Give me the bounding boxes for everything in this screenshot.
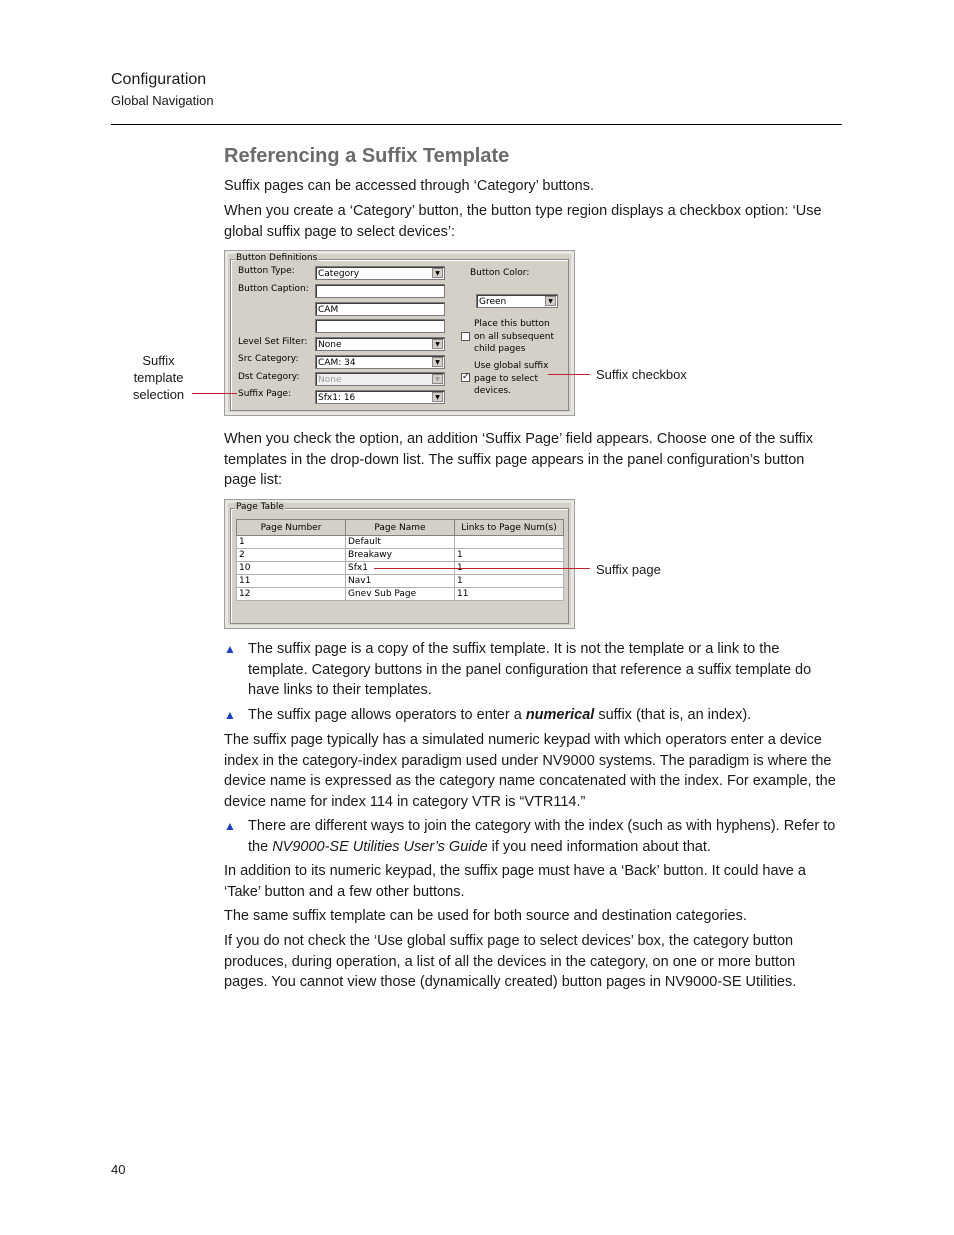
group-title: Page Table — [236, 502, 284, 512]
header-divider — [111, 124, 842, 125]
use-global-suffix-checkbox[interactable]: ✓ — [462, 372, 470, 382]
table-row[interactable] — [237, 549, 564, 562]
chevron-down-icon[interactable]: ▼ — [432, 268, 443, 278]
table-cell: 2 — [237, 549, 346, 562]
src-category-value: CAM: 34 — [318, 358, 356, 368]
table-cell: Gnev Sub Page — [346, 588, 455, 601]
triangle-bullet-icon: ▲ — [224, 708, 236, 722]
table-cell: 1 — [455, 575, 564, 588]
page-table-screenshot — [224, 499, 575, 629]
button-type-value: Category — [318, 269, 360, 279]
table-cell: Sfx1 — [346, 562, 455, 575]
bullet-text-post: suffix (that is, an index). — [594, 707, 752, 723]
table-cell: Nav1 — [346, 575, 455, 588]
bullet-text-post: if you need information about that. — [487, 838, 711, 855]
callout-suffix-checkbox: Suffix checkbox — [596, 367, 687, 382]
button-type-select[interactable] — [315, 266, 445, 280]
bullet-emphasis: numerical — [525, 707, 595, 723]
chevron-down-icon[interactable]: ▼ — [432, 392, 443, 402]
dst-category-label: Dst Category: — [238, 372, 300, 382]
use-global-suffix-label: Use global suffix page to select devices. — [474, 361, 549, 396]
bullet-text: The suffix page is a copy of the suffix template. It is not the template or a link to the template. Category buttons in the panel configuration that reference a suffix template do have links to their templates. — [248, 641, 812, 698]
table-cell: 11 — [455, 588, 564, 601]
suffix-page-select[interactable] — [315, 390, 445, 404]
table-row[interactable] — [237, 588, 564, 601]
group-title: Button Definitions — [236, 253, 318, 263]
table-cell: 12 — [237, 588, 346, 601]
place-button-label: Place this button on all subsequent child pages — [474, 319, 554, 354]
table-cell: Default — [346, 536, 455, 549]
button-type-label: Button Type: — [238, 266, 295, 276]
paragraph-5: In addition to its numeric keypad, the suffix page must have a ‘Back’ button. It could have a ‘Take’ button and a few other buttons. — [224, 863, 806, 900]
dst-category-value: None — [318, 375, 342, 385]
chevron-down-icon[interactable]: ▼ — [432, 357, 443, 367]
table-cell: Breakawy — [346, 549, 455, 562]
table-cell: 10 — [237, 562, 346, 575]
level-set-filter-select[interactable] — [315, 337, 445, 351]
caption-line-1-input[interactable] — [315, 284, 445, 298]
paragraph-7: If you do not check the ‘Use global suffix page to select devices’ box, the category button produces, during operation, a list of all the devices in the category, on one or more button pages. You cannot view those (dynamically created) button pages in NV9000-SE Utilities. — [224, 933, 797, 990]
src-category-label: Src Category: — [238, 354, 299, 364]
paragraph-3: When you check the option, an addition ‘Suffix Page’ field appears. Choose one of the suffix templates in the drop-down list. The suffix page appears in the panel configuration’s button page list: — [224, 431, 813, 488]
src-category-select[interactable] — [315, 355, 445, 369]
column-header-page-name[interactable]: Page Name — [346, 520, 455, 536]
table-row[interactable] — [237, 536, 564, 549]
paragraph-4: The suffix page typically has a simulated numeric keypad with which operators enter a device index in the category-index paradigm used under NV9000 systems. The paradigm is where the device name is expressed as the category name concatenated with the index. For example, the device name for index 114 in category VTR is “VTR114.” — [224, 732, 836, 810]
chevron-down-icon[interactable]: ▼ — [432, 374, 443, 384]
level-set-filter-label: Level Set Filter: — [238, 337, 308, 347]
running-header-section: Global Navigation — [111, 93, 214, 108]
chevron-down-icon[interactable]: ▼ — [545, 296, 556, 306]
paragraph-6: The same suffix template can be used for both source and destination categories. — [224, 908, 747, 924]
bullet-text-pre: There are different ways to join the category with the index (such as with hyphens). Refer to the — [248, 818, 836, 855]
table-row[interactable] — [237, 575, 564, 588]
column-header-page-number[interactable]: Page Number — [237, 520, 346, 536]
button-color-label: Button Color: — [470, 268, 530, 278]
triangle-bullet-icon: ▲ — [224, 819, 236, 833]
table-cell: 1 — [455, 549, 564, 562]
paragraph-2: When you create a ‘Category’ button, the button type region displays a checkbox option: ‘Use global suffix page to select devices’: — [224, 203, 822, 240]
callout-line-suffix-template — [192, 393, 237, 394]
suffix-page-label: Suffix Page: — [238, 389, 292, 399]
table-cell: 11 — [237, 575, 346, 588]
paragraph-1: Suffix pages can be accessed through ‘Category’ buttons. — [224, 178, 594, 194]
suffix-page-value: Sfx1: 16 — [318, 393, 356, 403]
running-header-chapter: Configuration — [111, 71, 207, 88]
button-caption-label: Button Caption: — [238, 284, 309, 294]
table-cell: 1 — [237, 536, 346, 549]
caption-line-2-input[interactable]: CAM — [315, 302, 445, 316]
section-heading: Referencing a Suffix Template — [224, 145, 510, 167]
button-definitions-screenshot — [224, 250, 575, 416]
dst-category-select[interactable] — [315, 372, 445, 386]
page-table — [236, 519, 564, 601]
table-cell — [455, 536, 564, 549]
callout-line-suffix-checkbox — [548, 374, 590, 375]
callout-line-suffix-page — [374, 568, 590, 569]
bullet-text-pre: The suffix page allows operators to enter a — [248, 707, 526, 723]
page-number: 40 — [111, 1162, 126, 1177]
place-button-checkbox[interactable] — [461, 332, 470, 341]
guide-title: NV9000-SE Utilities User’s Guide — [272, 838, 488, 855]
chevron-down-icon[interactable]: ▼ — [432, 339, 443, 349]
bullet-item-3 — [224, 816, 840, 857]
bullet-item-2 — [224, 705, 840, 726]
level-set-filter-value: None — [318, 340, 342, 350]
callout-suffix-page: Suffix page — [596, 562, 661, 577]
triangle-bullet-icon: ▲ — [224, 642, 236, 656]
button-color-select[interactable] — [476, 294, 558, 308]
column-header-links[interactable]: Links to Page Num(s) — [455, 520, 564, 536]
button-color-value: Green — [479, 297, 507, 307]
bullet-item-1 — [224, 639, 840, 701]
callout-suffix-template-selection: Suffix template selection — [132, 353, 185, 402]
caption-line-3-input[interactable] — [315, 319, 445, 333]
